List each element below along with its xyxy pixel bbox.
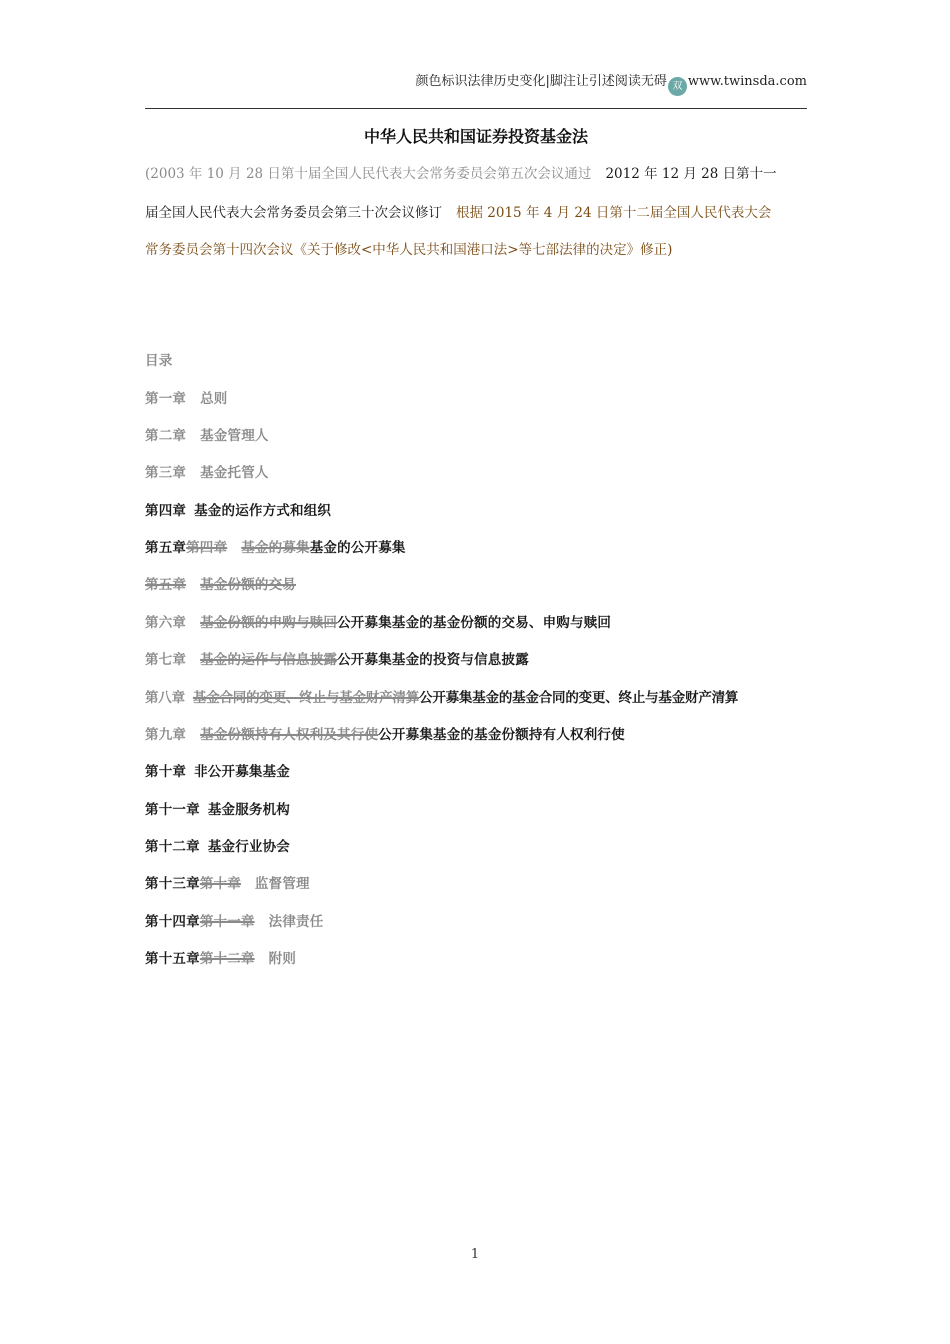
toc-item[interactable] <box>145 947 825 967</box>
toc-chapter-title-deleted: 基金合同的变更、终止与基金财产清算 <box>192 690 420 706</box>
toc-chapter-title: 公开募集基金的投资与信息披露 <box>337 652 529 668</box>
history-line-2 <box>145 201 815 221</box>
toc-item[interactable] <box>145 648 825 668</box>
toc-item[interactable] <box>145 798 825 818</box>
history-amendment-basis: 根据 2015 年 4 月 24 日第十二届全国人民代表大会 <box>456 205 772 221</box>
toc-chapter-number: 第一章 <box>145 391 187 407</box>
twinsda-logo-icon: 双 <box>668 77 687 96</box>
toc-label: 目录 <box>145 353 173 369</box>
header-url[interactable]: www.twinsda.com <box>687 74 807 89</box>
toc-chapter-title: 附则 <box>268 951 297 967</box>
history-line-1 <box>145 162 815 182</box>
toc-chapter-number: 第九章 <box>145 727 187 743</box>
toc-chapter-title: 公开募集基金的基金份额的交易、申购与赎回 <box>337 615 612 631</box>
toc-chapter-number: 第十一章 <box>145 802 200 818</box>
toc-item[interactable] <box>145 387 825 407</box>
toc-chapter-title: 法律责任 <box>268 914 324 930</box>
toc-chapter-number: 第六章 <box>145 615 187 631</box>
toc-chapter-number: 第三章 <box>145 465 187 481</box>
toc-item[interactable] <box>145 872 825 892</box>
history-revision-session: 届全国人民代表大会常务委员会第三十次会议修订 <box>145 205 442 221</box>
toc-item[interactable] <box>145 723 825 743</box>
toc-item[interactable] <box>145 573 825 593</box>
toc-item[interactable] <box>145 835 825 855</box>
toc-chapter-title-deleted: 基金份额的申购与赎回 <box>200 615 338 631</box>
toc-chapter-title: 公开募集基金的基金合同的变更、终止与基金财产清算 <box>419 690 739 706</box>
toc-chapter-number-deleted: 第四章 <box>186 540 228 556</box>
toc-chapter-title: 基金的运作方式和组织 <box>194 503 332 519</box>
toc-chapter-number: 第二章 <box>145 428 187 444</box>
toc-chapter-number-deleted: 第五章 <box>145 577 187 593</box>
toc-chapter-number: 第十章 <box>145 764 187 780</box>
toc-chapter-title: 监督管理 <box>254 876 310 892</box>
toc-chapter-number-deleted: 第十二章 <box>199 951 255 967</box>
history-revision-date: 2012 年 12 月 28 日第十一 <box>605 166 777 182</box>
toc-item[interactable] <box>145 536 825 556</box>
toc-chapter-title: 基金管理人 <box>200 428 269 444</box>
toc-item[interactable] <box>145 499 825 519</box>
toc-chapter-number: 第十四章 <box>145 914 200 930</box>
header-divider <box>145 108 807 109</box>
toc-chapter-number: 第四章 <box>145 503 187 519</box>
toc-chapter-title-deleted: 基金的运作与信息披露 <box>200 652 338 668</box>
toc-item[interactable] <box>145 611 825 631</box>
toc-item[interactable] <box>145 686 825 706</box>
toc-chapter-number: 第十五章 <box>145 951 200 967</box>
toc-chapter-number: 第八章 <box>145 690 185 706</box>
history-original-passage: (2003 年 10 月 28 日第十届全国人民代表大会常务委员会第五次会议通过 <box>145 166 592 182</box>
toc-item[interactable] <box>145 910 825 930</box>
toc-item[interactable] <box>145 424 825 444</box>
toc-chapter-number: 第十二章 <box>145 839 200 855</box>
toc-chapter-title: 基金托管人 <box>200 465 269 481</box>
toc-chapter-number-deleted: 第十一章 <box>199 914 255 930</box>
toc-chapter-title: 基金的公开募集 <box>309 540 406 556</box>
history-amendment-decision: 常务委员会第十四次会议《关于修改<中华人民共和国港口法>等七部法律的决定》修正) <box>145 242 673 258</box>
toc-chapter-number: 第十三章 <box>145 876 200 892</box>
toc-chapter-title: 基金行业协会 <box>207 839 291 855</box>
toc-chapter-title: 非公开募集基金 <box>194 764 291 780</box>
toc-chapter-number: 第七章 <box>145 652 187 668</box>
toc-chapter-number: 第五章 <box>145 540 187 556</box>
toc-chapter-title: 总则 <box>200 391 228 407</box>
toc-chapter-title-deleted: 基金的募集 <box>241 540 310 556</box>
toc-chapter-title: 基金服务机构 <box>207 802 291 818</box>
page-number: 1 <box>470 1247 480 1262</box>
history-line-3 <box>145 238 815 258</box>
toc-item[interactable] <box>145 760 825 780</box>
page-header <box>145 70 807 96</box>
document-title: 中华人民共和国证券投资基金法 <box>363 127 588 146</box>
toc-item[interactable] <box>145 461 825 481</box>
toc-chapter-title: 公开募集基金的基金份额持有人权利行使 <box>378 727 625 743</box>
toc-chapter-number-deleted: 第十章 <box>199 876 241 892</box>
toc-chapter-title-deleted: 基金份额的交易 <box>200 577 297 593</box>
header-tagline: 颜色标识法律历史变化|脚注让引述阅读无碍 <box>415 74 667 89</box>
toc-chapter-title-deleted: 基金份额持有人权利及其行使 <box>200 727 379 743</box>
